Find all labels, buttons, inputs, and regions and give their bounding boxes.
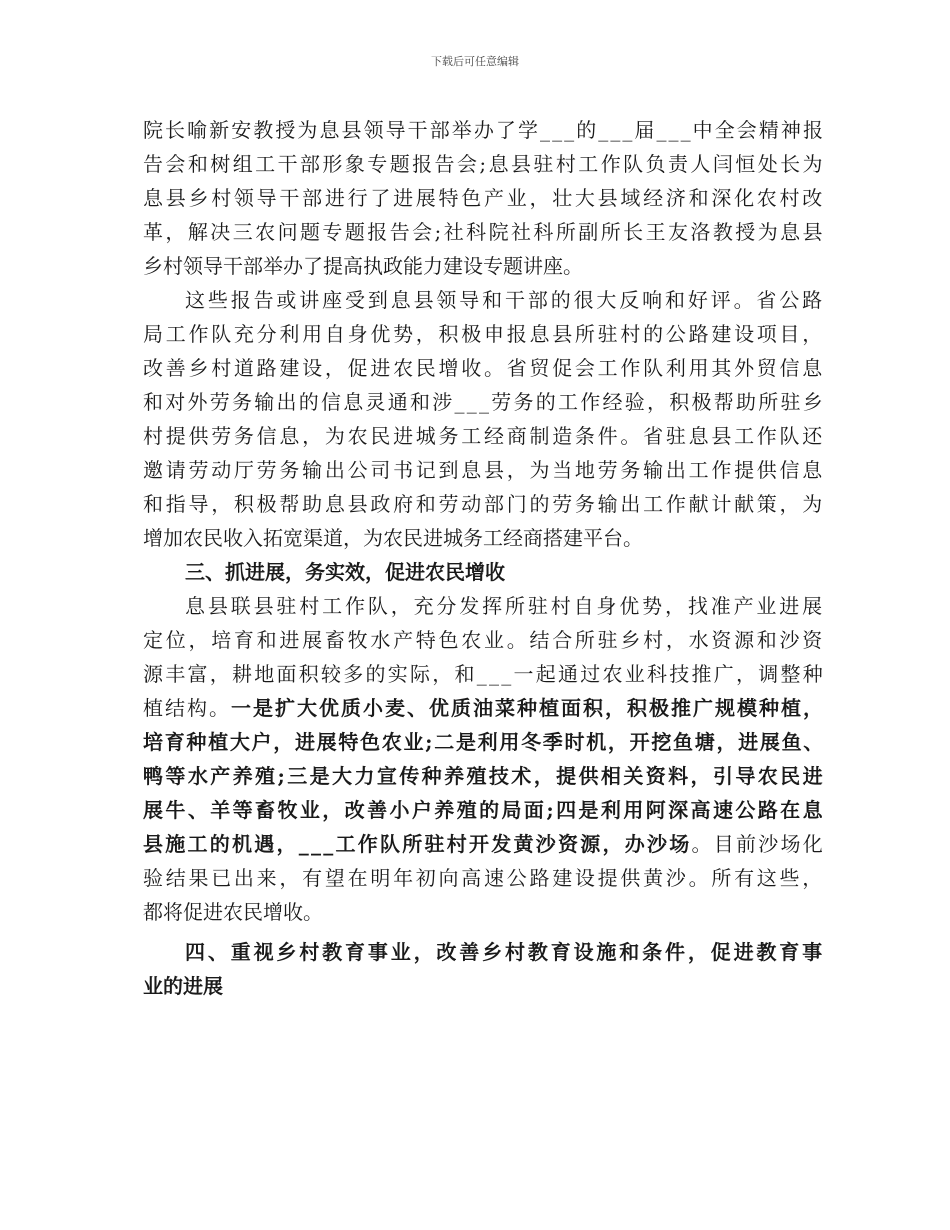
body-text: 告会和树组工干部形象专题报告会;息县驻村工作队负责人闫恒处长为 [143,152,825,176]
text-line [143,351,825,385]
text-line [143,555,825,589]
text-line [143,657,825,691]
text-line [143,487,825,521]
text-line [143,215,825,249]
body-text: 定位，培育和进展畜牧水产特色农业。结合所驻乡村，水资源和沙资 [143,628,825,652]
text-line [143,317,825,351]
bold-text: 县施工的机遇，___工作队所驻村开发黄沙资源，办沙场 [143,832,692,856]
bold-text: 鸭等水产养殖;三是大力宣传种养殖技术，提供相关资料，引导农民进 [143,764,825,788]
text-line [143,725,825,759]
body-text: 革，解决三农问题专题报告会;社科院社科所副所长王友洛教授为息县 [143,220,825,244]
bold-text: 一是扩大优质小麦、优质油菜种植面积，积极推广规模种植， [231,696,825,720]
body-text: 这些报告或讲座受到息县领导和干部的很大反响和好评。省公路 [185,288,825,312]
text-line [143,969,825,1003]
text-line [143,935,825,969]
body-text: 院长喻新安教授为息县领导干部举办了学___的___届___中全会精神报 [143,118,825,142]
body-text: 村提供劳务信息，为农民进城务工经商制造条件。省驻息县工作队还 [143,424,825,448]
body-text: 息县联县驻村工作队，充分发挥所驻村自身优势，找准产业进展 [185,594,825,618]
body-text: 源丰富，耕地面积较多的实际，和___一起通过农业科技推广，调整种 [143,662,825,686]
text-line [143,895,825,929]
text-line [143,283,825,317]
text-line [143,113,825,147]
text-line [143,181,825,215]
body-text: 乡村领导干部举办了提高执政能力建设专题讲座。 [143,254,583,278]
body-text: 植结构。 [143,696,231,720]
bold-text: 培育种植大户，进展特色农业;二是利用冬季时机，开挖鱼塘，进展鱼、 [143,730,825,754]
text-line [143,385,825,419]
body-text: 验结果已出来，有望在明年初向高速公路建设提供黄沙。所有这些， [143,866,825,890]
bold-text: 业的进展 [143,974,223,998]
body-text: 邀请劳动厅劳务输出公司书记到息县，为当地劳务输出工作提供信息 [143,458,825,482]
body-text: 都将促进农民增收。 [143,900,323,924]
body-text: 改善乡村道路建设，促进农民增收。省贸促会工作队利用其外贸信息 [143,356,825,380]
bold-text: 四、重视乡村教育事业，改善乡村教育设施和条件，促进教育事 [185,940,825,964]
page-header: 下载后可任意编辑 [431,55,519,68]
body-text: 和对外劳务输出的信息灵通和涉___劳务的工作经验，积极帮助所驻乡 [143,390,825,414]
text-line [143,453,825,487]
bold-text: 展牛、羊等畜牧业，改善小户养殖的局面;四是利用阿深高速公路在息 [143,798,825,822]
bold-text: 三、抓进展，务实效，促进农民增收 [185,560,505,584]
text-line [143,521,825,555]
body-text: 增加农民收入拓宽渠道，为农民进城务工经商搭建平台。 [143,526,643,550]
text-line [143,691,825,725]
text-line [143,623,825,657]
text-line [143,249,825,283]
body-text: 息县乡村领导干部进行了进展特色产业，壮大县域经济和深化农村改 [143,186,825,210]
body-text: 和指导，积极帮助息县政府和劳动部门的劳务输出工作献计献策，为 [143,492,825,516]
body-text: 。目前沙场化 [691,832,825,856]
text-line [143,759,825,793]
document-body [143,113,825,1003]
text-line [143,419,825,453]
text-line [143,147,825,181]
text-line [143,793,825,827]
text-line [143,589,825,623]
text-line [143,827,825,861]
text-line [143,861,825,895]
body-text: 局工作队充分利用自身优势，积极申报息县所驻村的公路建设项目， [143,322,825,346]
